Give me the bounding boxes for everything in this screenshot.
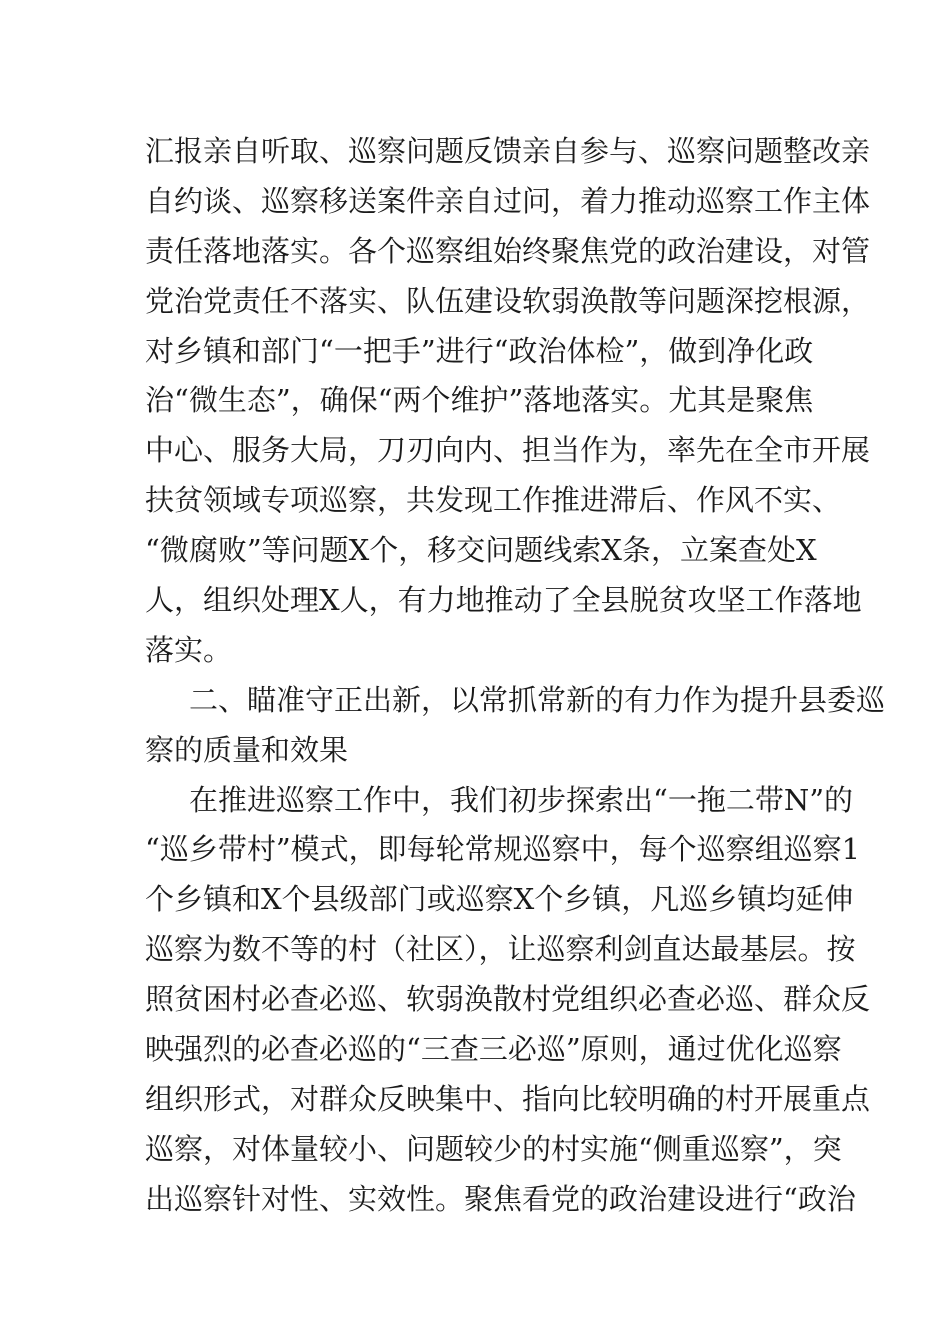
text-line: 责任落地落实。各个巡察组始终聚焦党的政治建设，对管 xyxy=(145,233,871,268)
section-heading-line: 察的质量和效果 xyxy=(145,732,349,767)
text-line: 巡察，对体量较小、问题较少的村实施“侧重巡察”，突 xyxy=(145,1131,842,1166)
section-heading-line: 二、瞄准守正出新，以常抓常新的有力作为提升县委巡 xyxy=(189,682,886,717)
text-line: 自约谈、巡察移送案件亲自过问，着力推动巡察工作主体 xyxy=(145,183,871,218)
text-line: 扶贫领域专项巡察，共发现工作推进滞后、作风不实、 xyxy=(145,483,842,518)
text-line: 对乡镇和部门“一把手”进行“政治体检”，做到净化政 xyxy=(145,333,814,368)
text-line: 映强烈的必查必巡的“三查三必巡”原则，通过优化巡察 xyxy=(145,1032,842,1067)
text-line: 落实。 xyxy=(145,632,233,667)
document-body xyxy=(145,127,886,1225)
text-line: 人，组织处理X人，有力地推动了全县脱贫攻坚工作落地 xyxy=(145,583,862,618)
text-line: 中心、服务大局，刀刃向内、担当作为，率先在全市开展 xyxy=(145,433,871,468)
text-line: 照贫困村必查必巡、软弱涣散村党组织必查必巡、群众反 xyxy=(145,982,871,1017)
text-line: 个乡镇和X个县级部门或巡察X个乡镇，凡巡乡镇均延伸 xyxy=(145,882,854,917)
text-line: 党治党责任不落实、队伍建设软弱涣散等问题深挖根源， xyxy=(145,283,871,318)
text-line: 组织形式，对群众反映集中、指向比较明确的村开展重点 xyxy=(145,1081,871,1116)
text-line: “巡乡带村”模式，即每轮常规巡察中，每个巡察组巡察1 xyxy=(145,832,861,867)
text-line: 汇报亲自听取、巡察问题反馈亲自参与、巡察问题整改亲 xyxy=(145,134,871,168)
text-line: 巡察为数不等的村（社区），让巡察利剑直达最基层。按 xyxy=(145,932,856,967)
text-line: 在推进巡察工作中，我们初步探索出“一拖二带N”的 xyxy=(189,782,854,817)
text-line: 治“微生态”，确保“两个维护”落地落实。尤其是聚焦 xyxy=(145,383,814,418)
text-line: “微腐败”等问题X个，移交问题线索X条，立案查处X xyxy=(145,533,817,568)
text-line: 出巡察针对性、实效性。聚焦看党的政治建设进行“政治 xyxy=(145,1181,856,1216)
